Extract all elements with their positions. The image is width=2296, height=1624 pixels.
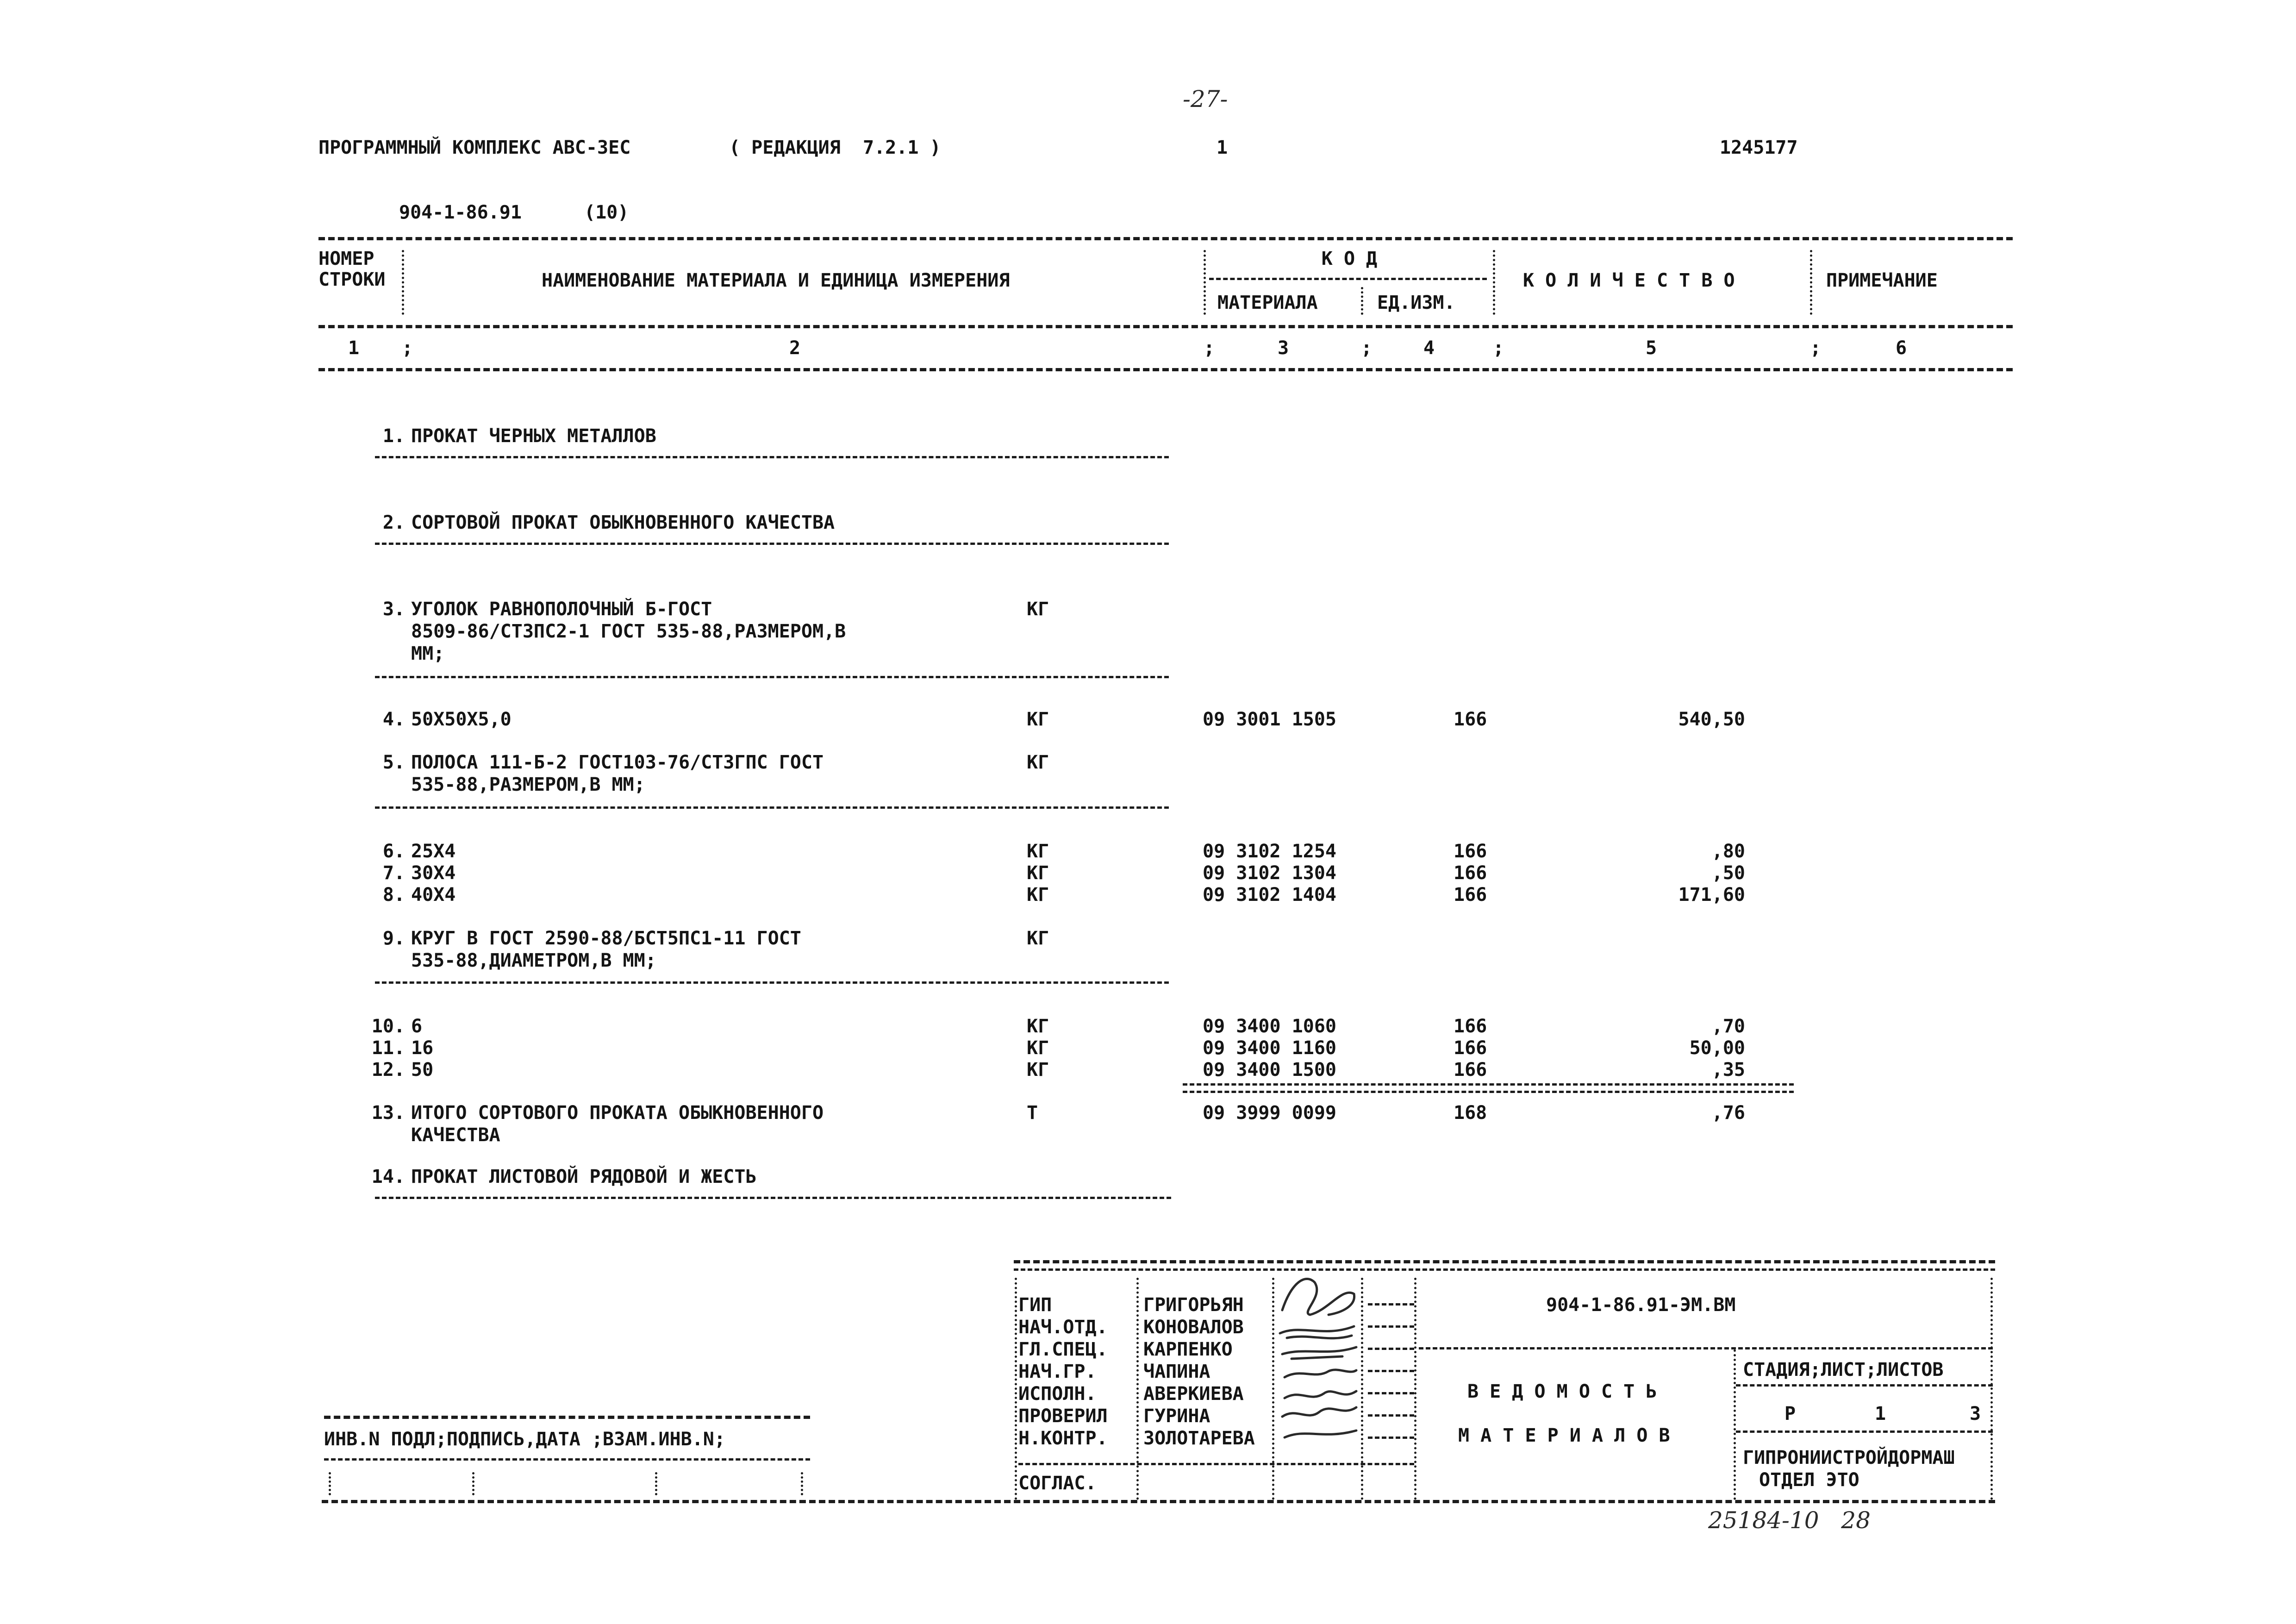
stamp-name: ЗОЛОТАРЕВА [1143,1428,1255,1449]
row-number: 6. [382,841,405,862]
stamp-divider [1990,1278,1993,1500]
edition-label: ( РЕДАКЦИЯ 7.2.1 ) [729,137,941,158]
program-name: ПРОГРАММНЫЙ КОМПЛЕКС АВС-ЗЕС [318,137,631,158]
row-quantity: 50,00 [1689,1037,1745,1059]
row-unit-code: 166 [1454,1037,1487,1059]
row-quantity: ,35 [1711,1059,1745,1081]
stamp-divider [1734,1349,1736,1500]
stamp-divider [1015,1278,1017,1500]
handwritten-note: 25184-10 28 [1708,1507,1871,1534]
row-number: 11. [371,1037,405,1059]
stamp-rule [1419,1347,1993,1349]
row-unit: КГ [1027,841,1049,862]
row-name: 25X4 [411,841,456,862]
page-index: 1 [1217,137,1228,158]
row-name-continued: КАЧЕСТВА [411,1124,500,1146]
row-unit: Т [1027,1102,1038,1124]
row-name: 30X4 [411,862,456,884]
stamp-name: АВЕРКИЕВА [1143,1383,1244,1405]
row-unit: КГ [1027,599,1049,620]
row-material-code: 09 3999 0099 [1203,1102,1336,1124]
row-name: 50X50X5,0 [411,709,512,730]
row-name: ИТОГО СОРТОВОГО ПРОКАТА ОБЫКНОВЕННОГО [411,1102,824,1124]
row-number: 3. [382,599,405,620]
stamp-rule [1368,1370,1414,1372]
row-unit: КГ [1027,862,1049,884]
column-number-1: 1 [348,337,360,359]
row-number: 14. [371,1166,405,1187]
row-name: СОРТОВОЙ ПРОКАТ ОБЫКНОВЕННОГО КАЧЕСТВА [411,512,835,533]
header-rule-mid [318,325,2013,328]
row-name: 50 [411,1059,434,1081]
stamp-name: ГРИГОРЬЯН [1143,1294,1244,1316]
row-quantity: ,70 [1711,1016,1745,1037]
row-unit-code: 168 [1454,1102,1487,1124]
stamp-role: ГИП [1018,1294,1052,1316]
row-name: ПОЛОСА 111-Б-2 ГОСТ103-76/СТ3ГПС ГОСТ [411,752,824,773]
row-name: ПРОКАТ ЧЕРНЫХ МЕТАЛЛОВ [411,425,656,447]
row-material-code: 09 3400 1500 [1203,1059,1336,1081]
header-col1-line2: СТРОКИ [318,269,386,290]
row-material-code: 09 3001 1505 [1203,709,1336,730]
row-unit: КГ [1027,1016,1049,1037]
header-code: К О Д [1321,248,1378,269]
row-material-code: 09 3102 1254 [1203,841,1336,862]
row-name: КРУГ В ГОСТ 2590-88/БСТ5ПС1-11 ГОСТ [411,928,801,949]
stamp-rule [1736,1430,1993,1433]
stamp-rule [1736,1384,1993,1387]
document-number: 1245177 [1720,137,1798,158]
total-double-rule [1183,1091,1794,1093]
stamp-rule-bottom [322,1500,1995,1503]
stamp-column-labels: СТАДИЯ;ЛИСТ;ЛИСТОВ [1743,1359,1944,1380]
inventory-divider [801,1472,803,1495]
inventory-divider [472,1472,474,1495]
stamp-organization: ГИПРОНИИСТРОЙДОРМАШ [1743,1447,1955,1468]
row-unit-code: 166 [1454,709,1487,730]
stamp-rule [1368,1437,1414,1439]
stamp-role: ИСПОЛН. [1018,1383,1097,1405]
row-unit: КГ [1027,752,1049,773]
row-unit-code: 166 [1454,1016,1487,1037]
header-divider [402,250,404,315]
column-number-5: 5 [1646,337,1657,359]
stamp-divider [1414,1278,1416,1500]
row-material-code: 09 3102 1304 [1203,862,1336,884]
signature-image [1273,1268,1366,1449]
section-underline [375,806,1169,809]
stamp-name: КАРПЕНКО [1143,1339,1233,1360]
section-underline [375,981,1169,984]
row-name: 16 [411,1037,434,1059]
row-unit: КГ [1027,1059,1049,1081]
stamp-department: ОТДЕЛ ЭТО [1759,1469,1859,1491]
row-number: 12. [371,1059,405,1081]
inventory-rule [324,1416,810,1419]
row-unit-code: 166 [1454,862,1487,884]
header-rule-top [318,237,2013,240]
section-underline [375,543,1169,545]
stamp-rule [1018,1463,1414,1465]
column-separators: ; [1361,337,1373,359]
header-divider [1810,250,1812,315]
inventory-rule [324,1458,810,1461]
stamp-role: Н.КОНТР. [1018,1428,1108,1449]
stamp-role: ГЛ.СПЕЦ. [1018,1339,1108,1360]
row-name-continued: 8509-86/СТ3ПС2-1 ГОСТ 535-88,РАЗМЕРОМ,В [411,621,846,642]
row-number: 10. [371,1016,405,1037]
row-unit: КГ [1027,884,1049,906]
stamp-document-code: 904-1-86.91-ЭМ.ВМ [1546,1294,1736,1316]
header-col2: НАИМЕНОВАНИЕ МАТЕРИАЛА И ЕДИНИЦА ИЗМЕРЕНИЯ [542,270,1010,291]
row-material-code: 09 3400 1160 [1203,1037,1336,1059]
stamp-name: КОНОВАЛОВ [1143,1317,1244,1338]
column-number-2: 2 [789,337,801,359]
row-number: 8. [382,884,405,906]
header-rule-bottom [318,368,2013,371]
header-col1-line1: НОМЕР [318,248,374,269]
inventory-divider [329,1472,331,1495]
section-underline [375,1197,1171,1199]
row-name-continued: ММ; [411,643,445,664]
stamp-role: ПРОВЕРИЛ [1018,1405,1108,1427]
section-underline [375,456,1169,458]
inventory-labels: ИНВ.N ПОДЛ;ПОДПИСЬ,ДАТА ;ВЗАМ.ИНВ.N; [324,1429,725,1450]
row-quantity: ,50 [1711,862,1745,884]
stamp-rule [1368,1348,1414,1350]
column-separators: ; [1493,337,1504,359]
row-unit: КГ [1027,709,1049,730]
stamp-stage: Р [1784,1403,1796,1424]
row-unit: КГ [1027,928,1049,949]
row-name: 6 [411,1016,423,1037]
row-unit-code: 166 [1454,841,1487,862]
row-name: УГОЛОК РАВНОПОЛОЧНЫЙ Б-ГОСТ [411,599,712,620]
stamp-title-line1: В Е Д О М О С Т Ь [1467,1381,1657,1402]
header-divider [1493,250,1495,315]
row-material-code: 09 3400 1060 [1203,1016,1336,1037]
total-double-rule [1183,1083,1794,1086]
page-number: -27- [1183,86,1228,112]
column-number-6: 6 [1896,337,1907,359]
row-number: 1. [382,425,405,447]
row-number: 13. [371,1102,405,1124]
project-variant: (10) [584,202,629,223]
stamp-role: НАЧ.ГР. [1018,1361,1097,1382]
row-unit-code: 166 [1454,1059,1487,1081]
column-number-4: 4 [1423,337,1435,359]
header-quantity: К О Л И Ч Е С Т В О [1523,270,1735,291]
stamp-divider [1136,1278,1139,1500]
row-quantity: ,76 [1711,1102,1745,1124]
header-code-unit: ЕД.ИЗМ. [1377,292,1455,313]
column-separators: ; [1810,337,1822,359]
row-number: 5. [382,752,405,773]
row-name-continued: 535-88,ДИАМЕТРОМ,В ММ; [411,950,656,971]
row-unit: КГ [1027,1037,1049,1059]
stamp-name: ЧАПИНА [1143,1361,1210,1382]
stamp-sheet: 1 [1875,1403,1886,1424]
header-note: ПРИМЕЧАНИЕ [1826,270,1938,291]
row-quantity: 540,50 [1678,709,1745,730]
column-separators: ; [1204,337,1215,359]
stamp-rule [1368,1303,1414,1305]
stamp-name: ГУРИНА [1143,1405,1210,1427]
row-quantity: 171,60 [1678,884,1745,906]
row-number: 9. [382,928,405,949]
stamp-role: СОГЛАС. [1018,1473,1097,1494]
stamp-title-line2: М А Т Е Р И А Л О В [1458,1425,1670,1446]
column-separators: ; [402,337,413,359]
row-name: 40X4 [411,884,456,906]
row-number: 7. [382,862,405,884]
stamp-rule [1368,1414,1414,1417]
project-number: 904-1-86.91 [399,202,522,223]
stamp-rule-top [1014,1260,1995,1263]
stamp-sheets: 3 [1970,1403,1981,1424]
row-name-continued: 535-88,РАЗМЕРОМ,В ММ; [411,774,645,795]
header-code-material: МАТЕРИАЛА [1217,292,1318,313]
row-unit-code: 166 [1454,884,1487,906]
header-code-rule [1209,278,1487,280]
row-material-code: 09 3102 1404 [1203,884,1336,906]
header-divider [1204,250,1206,315]
header-divider [1361,287,1363,315]
inventory-divider [655,1472,657,1495]
stamp-rule [1368,1392,1414,1394]
row-number: 4. [382,709,405,730]
stamp-rule [1368,1325,1414,1328]
column-number-3: 3 [1278,337,1289,359]
row-quantity: ,80 [1711,841,1745,862]
stamp-rule-top [1014,1268,1995,1271]
row-name: ПРОКАТ ЛИСТОВОЙ РЯДОВОЙ И ЖЕСТЬ [411,1166,757,1187]
section-underline [375,676,1169,678]
row-number: 2. [382,512,405,533]
stamp-role: НАЧ.ОТД. [1018,1317,1108,1338]
